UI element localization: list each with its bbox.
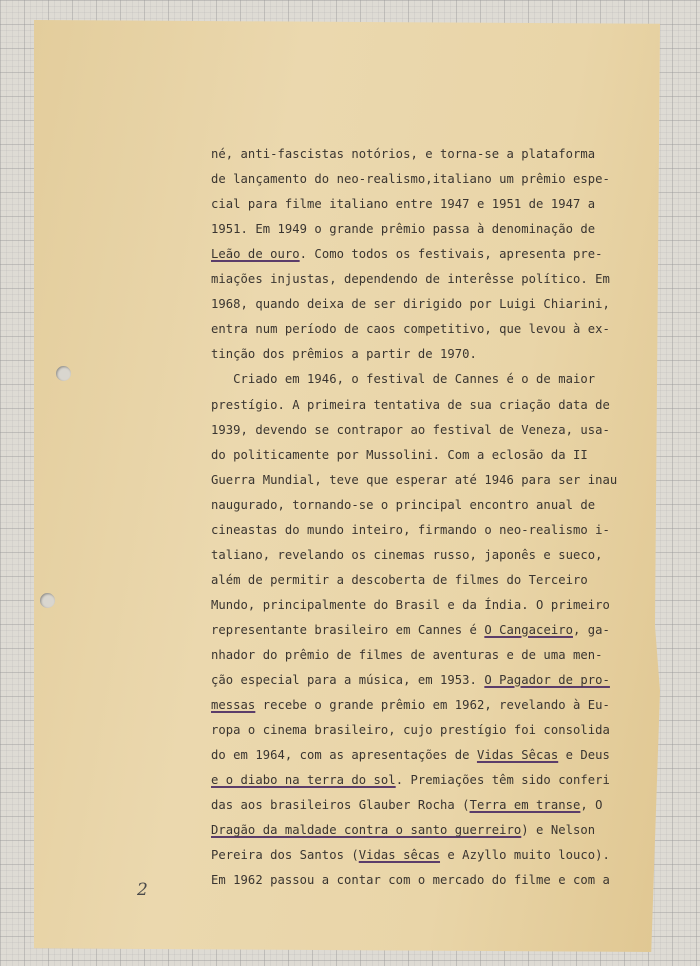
text-line (211, 773, 610, 787)
text-line: prestígio. A primeira tentativa de sua criação data de (211, 397, 610, 412)
underlined-title: Terra em transe (469, 798, 581, 813)
text-line: 1968, quando deixa de ser dirigido por Luigi Chiarini, (211, 297, 610, 312)
text-line (211, 823, 595, 837)
text-line (211, 247, 603, 261)
text-line: miações injustas, dependendo de interêsse político. Em (211, 272, 610, 287)
text-segment: Pereira dos Santos ( (211, 848, 359, 863)
underlined-title: Vidas Sêcas (476, 748, 559, 763)
text-line: nhador do prêmio de filmes de aventuras e de uma men- (211, 648, 603, 662)
text-line: Em 1962 passou a contar com o mercado do filme e com a (211, 873, 610, 888)
underlined-title: Leão de ouro (211, 247, 300, 262)
text-line: cial para filme italiano entre 1947 e 1951 de 1947 a (211, 197, 596, 212)
text-line: naugurado, tornando-se o principal encontro anual de (211, 497, 596, 512)
handwritten-page-number: 2 (137, 880, 148, 900)
text-line: né, anti-fascistas notórios, e torna-se a plataforma (211, 147, 596, 161)
text-line: entra num período de caos competitivo, que levou à ex- (211, 322, 610, 337)
text-segment: ção especial para a música, em 1953. (211, 673, 485, 688)
text-segment: , O (580, 798, 603, 813)
underlined-title: messas (211, 698, 256, 713)
text-segment: do em 1964, com as apresentações de (211, 748, 477, 763)
text-segment: das aos brasileiros Glauber Rocha ( (211, 798, 470, 813)
text-line: 1951. Em 1949 o grande prêmio passa à denominação de (211, 222, 596, 237)
underlined-title: Dragão da maldade contra o santo guerreiro (211, 823, 522, 838)
text-segment: recebe o grande prêmio em 1962, revelando à Eu- (255, 698, 610, 713)
text-segment: . Premiações têm sido conferi (395, 773, 610, 788)
text-line (211, 698, 610, 712)
text-line: taliano, revelando os cinemas russo, japonês e sueco, (211, 547, 603, 562)
text-segment: , ga- (573, 622, 610, 637)
text-line: Guerra Mundial, teve que esperar até 1946 para ser inau (211, 472, 618, 487)
text-line (211, 673, 610, 687)
text-line (211, 623, 610, 637)
text-segment: representante brasileiro em Cannes é (211, 622, 485, 637)
punch-hole (56, 366, 71, 381)
text-line: ropa o cinema brasileiro, cujo prestígio foi consolida (211, 723, 610, 738)
punch-hole (40, 593, 55, 608)
underlined-title: e o diabo na terra do sol (211, 773, 396, 788)
text-segment: ) e Nelson (521, 823, 596, 838)
underlined-title: O Cangaceiro (484, 622, 573, 637)
text-line (211, 798, 603, 812)
text-line: 1939, devendo se contrapor ao festival de Veneza, usa- (211, 422, 610, 437)
text-segment: e Deus (558, 748, 610, 763)
text-line (211, 848, 610, 862)
text-line: além de permitir a descoberta de filmes do Terceiro (211, 572, 588, 587)
text-line: Criado em 1946, o festival de Cannes é o de maior (211, 372, 596, 387)
text-line: cineastas do mundo inteiro, firmando o neo-realismo i- (211, 522, 610, 537)
text-line: tinção dos prêmios a partir de 1970. (211, 347, 477, 362)
text-line: Mundo, principalmente do Brasil e da Índia. O primeiro (211, 597, 610, 612)
underlined-title: Vidas sêcas (358, 848, 441, 863)
text-line: de lançamento do neo-realismo,italiano um prêmio espe- (211, 172, 610, 187)
text-segment: e Azyllo muito louco). (440, 848, 610, 863)
underlined-title: O Pagador de pro- (484, 673, 610, 688)
text-segment: . Como todos os festivais, apresenta pre- (299, 247, 603, 262)
text-line: do politicamente por Mussolini. Com a eclosão da II (211, 447, 588, 462)
text-line (211, 748, 610, 762)
